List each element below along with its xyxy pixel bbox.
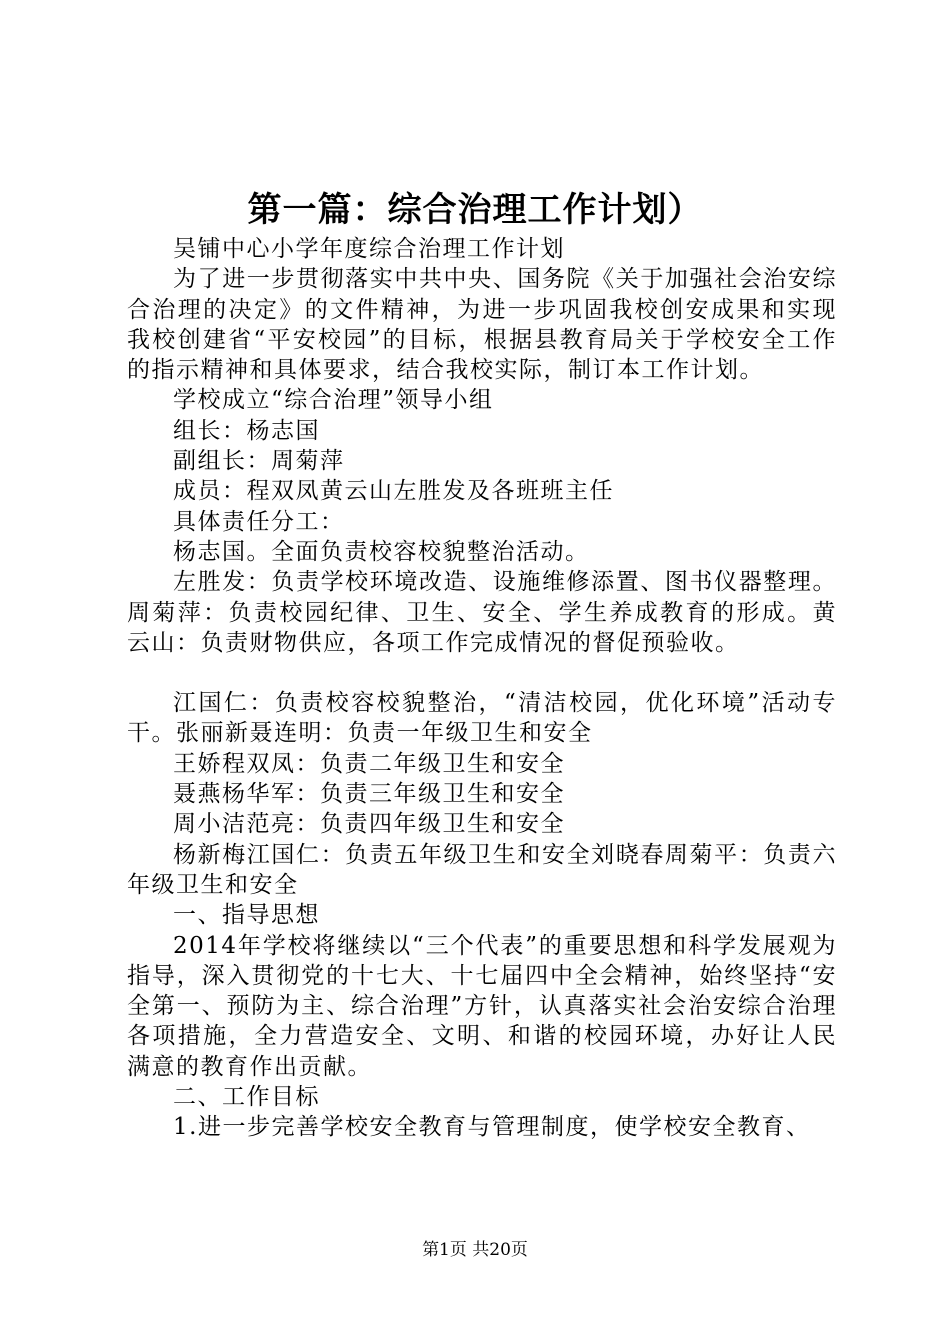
paragraph-goal-1: 1.进一步完善学校安全教育与管理制度，使学校安全教育、	[173, 1114, 811, 1141]
paragraph-gap	[127, 658, 837, 688]
document-title: 第一篇：综合治理工作计划）	[247, 190, 703, 230]
paragraph-grade-5-6: 杨新梅江国仁：负责五年级卫生和安全刘晓春周菊平：负责六年级卫生和安全	[127, 841, 837, 898]
document-body	[127, 234, 837, 1143]
paragraph-deputy-leader: 副组长：周菊萍	[173, 448, 345, 475]
paragraph-plan-name: 吴铺中心小学年度综合治理工作计划	[173, 236, 565, 262]
paragraph-guiding-ideology: 2014年学校将继续以“三个代表”的重要思想和科学发展观为指导，深入贯彻党的十七大、十七届四中全会精神，始终坚持“安全第一、预防为主、综合治理”方针，认真落实社会治安综合治理各项措施，全力营造安全、文明、和谐的校园环境，办好让人民满意的教育作出贡献。	[127, 932, 837, 1080]
paragraph-duty-yang: 杨志国。全面负责校容校貌整治活动。	[173, 538, 590, 565]
paragraph-group-leader: 组长：杨志国	[173, 417, 320, 444]
page-number-footer: 第1页 共20页	[422, 1240, 528, 1260]
paragraph-members: 成员：程双凤黄云山左胜发及各班班主任	[173, 478, 614, 505]
heading-work-goals: 二、工作目标	[173, 1084, 320, 1111]
heading-guiding-ideology: 一、指导思想	[173, 902, 320, 929]
paragraph-grade-4: 周小洁范亮：负责四年级卫生和安全	[173, 811, 565, 838]
paragraph-grade-2: 王娇程双凤：负责二年级卫生和安全	[173, 750, 565, 777]
paragraph-duties-heading: 具体责任分工：	[173, 508, 345, 535]
paragraph-leadership-group: 学校成立“综合治理”领导小组	[173, 387, 494, 414]
paragraph-grade-3: 聂燕杨华军：负责三年级卫生和安全	[173, 781, 565, 808]
paragraph-intro: 为了进一步贯彻落实中共中央、国务院《关于加强社会治安综合治理的决定》的文件精神，为进一步巩固我校创安成果和实现我校创建省“平安校园”的目标，根据县教育局关于学校安全工作的指示精神和具体要求，结合我校实际，制订本工作计划。	[127, 266, 837, 384]
paragraph-duty-zuo: 左胜发：负责学校环境改造、设施维修添置、图书仪器整理。周菊萍：负责校园纪律、卫生、安全、学生养成教育的形成。黄云山：负责财物供应，各项工作完成情况的督促预验收。	[127, 569, 837, 656]
paragraph-duty-jiang: 江国仁：负责校容校貌整治，“清洁校园，优化环境”活动专干。张丽新聂连明：负责一年级卫生和安全	[127, 690, 837, 747]
